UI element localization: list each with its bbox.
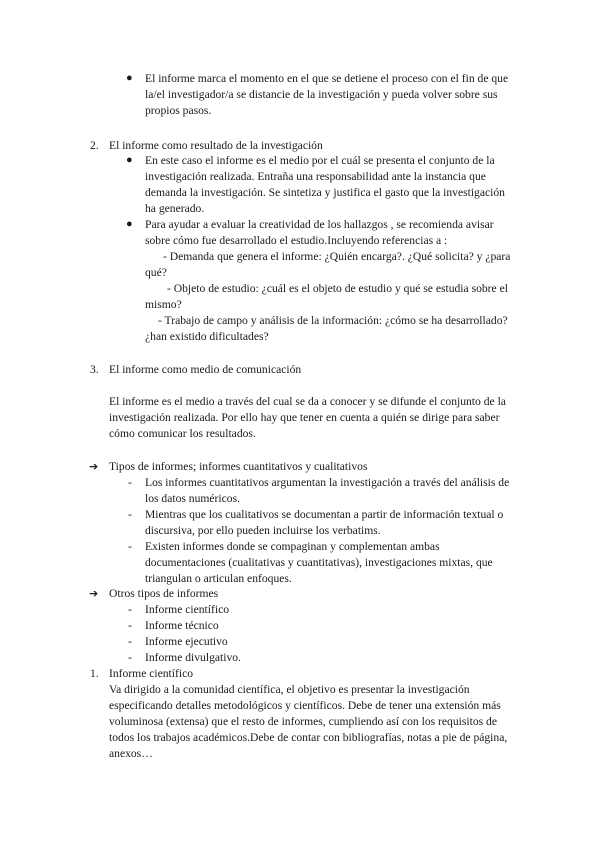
list-item-line: documentaciones (cualitativas y cuantitativas), investigaciones mixtas, que [145,556,493,569]
arrow-icon: ➔ [89,587,99,600]
arrow-icon: ➔ [89,460,99,473]
section-title: El informe como medio de comunicación [109,363,302,376]
bullet-dot: ● [126,72,133,84]
list-item-line: los datos numéricos. [145,492,240,505]
text-line: El informe marca el momento en el que se detiene el proceso con el fin de que [145,72,509,85]
text-line: investigación realizada. Entraña una responsabilidad ante la instancia que [145,170,486,183]
dash-marker: - [128,619,132,632]
dash-marker: - [128,508,132,521]
dash-marker: - [128,540,132,553]
text-line: la/el investigador/a se distancie de la investigación y pueda volver sobre sus [145,88,498,101]
text-line: propios pasos. [145,104,212,117]
list-item: Informe técnico [145,619,219,632]
text-line: sobre cómo fue desarrollado el estudio.Incluyendo referencias a : [145,234,448,247]
dash-marker: - [128,635,132,648]
dash-marker: - [128,603,132,616]
bullet-dot: ● [126,218,133,230]
text-line: En este caso el informe es el medio por el cuál se presenta el conjunto de la [145,154,495,167]
paragraph-line: Va dirigido a la comunidad científica, el objetivo es presentar la investigación [109,683,470,696]
list-item: Informe divulgativo. [145,651,241,664]
paragraph-line: todos los trabajos académicos.Debe de contar con bibliografías, notas a pie de página, [109,731,508,744]
sub-item-line: mismo? [145,298,182,311]
section-number: 2. [90,139,99,152]
section-title: Informe científico [109,667,194,680]
sub-item-line: - Trabajo de campo y análisis de la información: ¿cómo se ha desarrollado? [158,314,508,327]
text-line: demanda la investigación. Se sintetiza y justifica el gasto que la investigación [145,186,505,199]
paragraph-line: especificando detalles metodológicos y científicos. Debe de tener una extensión más [109,699,501,712]
bullet-dot: ● [126,154,133,166]
paragraph-line: cómo comunicar los resultados. [109,427,256,440]
text-line: Para ayudar a evaluar la creatividad de los hallazgos , se recomienda avisar [145,218,494,231]
list-item: Informe científico [145,603,230,616]
dash-marker: - [128,476,132,489]
sub-item-line: - Objeto de estudio: ¿cuál es el objeto de estudio y qué se estudia sobre el [167,282,508,295]
section-number: 1. [90,667,99,680]
list-item-line: Los informes cuantitativos argumentan la investigación a través del análisis de [145,476,510,489]
section-title: El informe como resultado de la investigación [109,139,323,152]
dash-marker: - [128,651,132,664]
paragraph-line: El informe es el medio a través del cual se da a conocer y se difunde el conjunto de la [109,395,506,408]
paragraph-line: investigación realizada. Por ello hay que tener en cuenta a quién se dirige para saber [109,411,500,424]
list-item-line: discursiva, por ello pueden incluirse los verbatims. [145,524,381,537]
list-title: Tipos de informes; informes cuantitativos y cualitativos [109,460,368,473]
section-number: 3. [90,363,99,376]
list-item-line: Existen informes donde se compaginan y complementan ambas [145,540,440,553]
text-line: ha generado. [145,202,205,215]
sub-item-line: ¿han existido dificultades? [145,330,269,343]
list-title: Otros tipos de informes [109,587,219,600]
list-item-line: Mientras que los cualitativos se documentan a partir de información textual o [145,508,504,521]
paragraph-line: voluminosa (extensa) que el resto de informes, cumpliendo así con los requisitos de [109,715,497,728]
sub-item-line: - Demanda que genera el informe: ¿Quién encarga?. ¿Qué solicita? y ¿para [163,250,511,263]
paragraph-line: anexos… [109,747,153,760]
sub-item-line: qué? [145,266,167,279]
list-item: Informe ejecutivo [145,635,228,648]
list-item-line: triangulan o articulan enfoques. [145,572,292,585]
